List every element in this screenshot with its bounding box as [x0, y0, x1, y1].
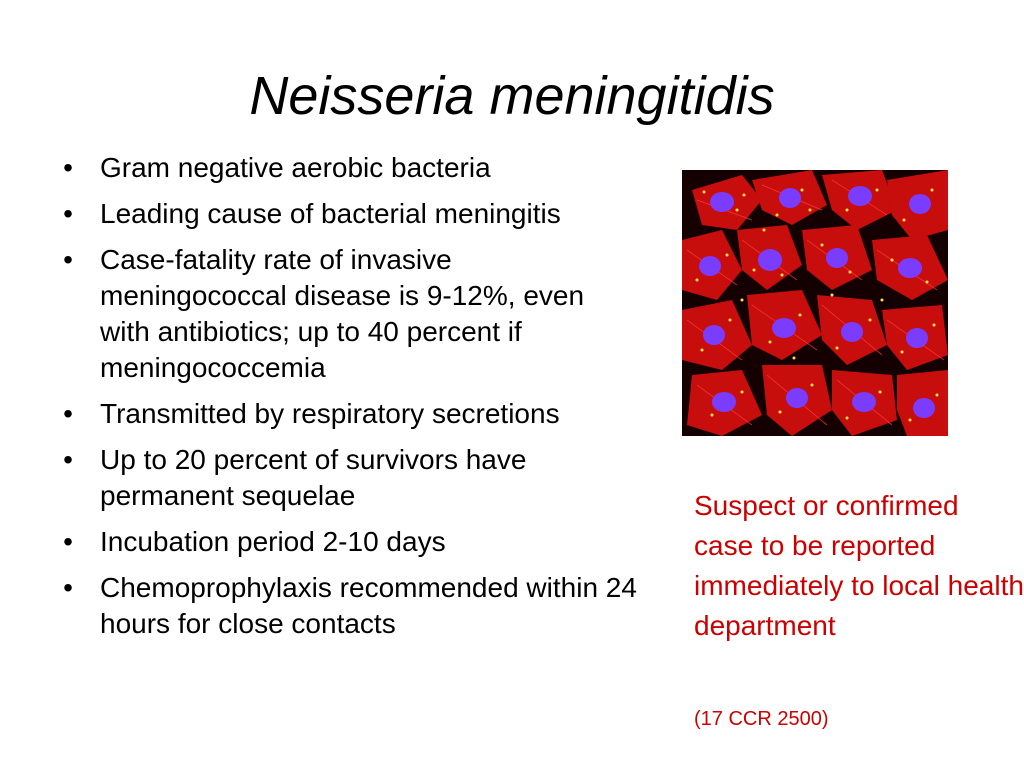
fluorescence-micrograph-image	[682, 170, 948, 436]
bullet-icon: •	[63, 526, 73, 557]
bullet-text: Gram negative aerobic bacteria	[100, 152, 491, 183]
bullet-text: Chemoprophylaxis recommended within 24 hours for close contacts	[100, 572, 637, 639]
bullet-icon: •	[63, 244, 73, 275]
regulation-citation: (17 CCR 2500)	[694, 708, 829, 730]
bullet-icon: •	[63, 398, 73, 429]
reporting-callout: Suspect or confirmed case to be reported immediately to local health department	[694, 490, 1024, 641]
bullet-text: Up to 20 percent of survivors have permanent sequelae	[100, 444, 527, 511]
bullet-item	[58, 150, 638, 186]
bullet-icon: •	[63, 198, 73, 229]
bullet-item	[58, 196, 638, 232]
bullet-list	[58, 150, 638, 652]
bullet-item	[58, 242, 638, 386]
bullet-text: Leading cause of bacterial meningitis	[100, 198, 561, 229]
bullet-item	[58, 442, 638, 514]
bullet-item	[58, 570, 638, 642]
bullet-item	[58, 524, 638, 560]
slide-title: Neisseria meningitidis	[249, 66, 775, 126]
bullet-text: Case-fatality rate of invasive meningococcal disease is 9-12%, even with antibiotics; up to 40 percent if meningococcemia	[100, 244, 585, 383]
bullet-item	[58, 396, 638, 432]
bullet-icon: •	[63, 572, 73, 603]
bullet-text: Incubation period 2-10 days	[100, 526, 446, 557]
bullet-text: Transmitted by respiratory secretions	[100, 398, 560, 429]
bullet-icon: •	[63, 444, 73, 475]
micrograph-drawing	[682, 170, 948, 436]
bullet-icon: •	[63, 152, 73, 183]
